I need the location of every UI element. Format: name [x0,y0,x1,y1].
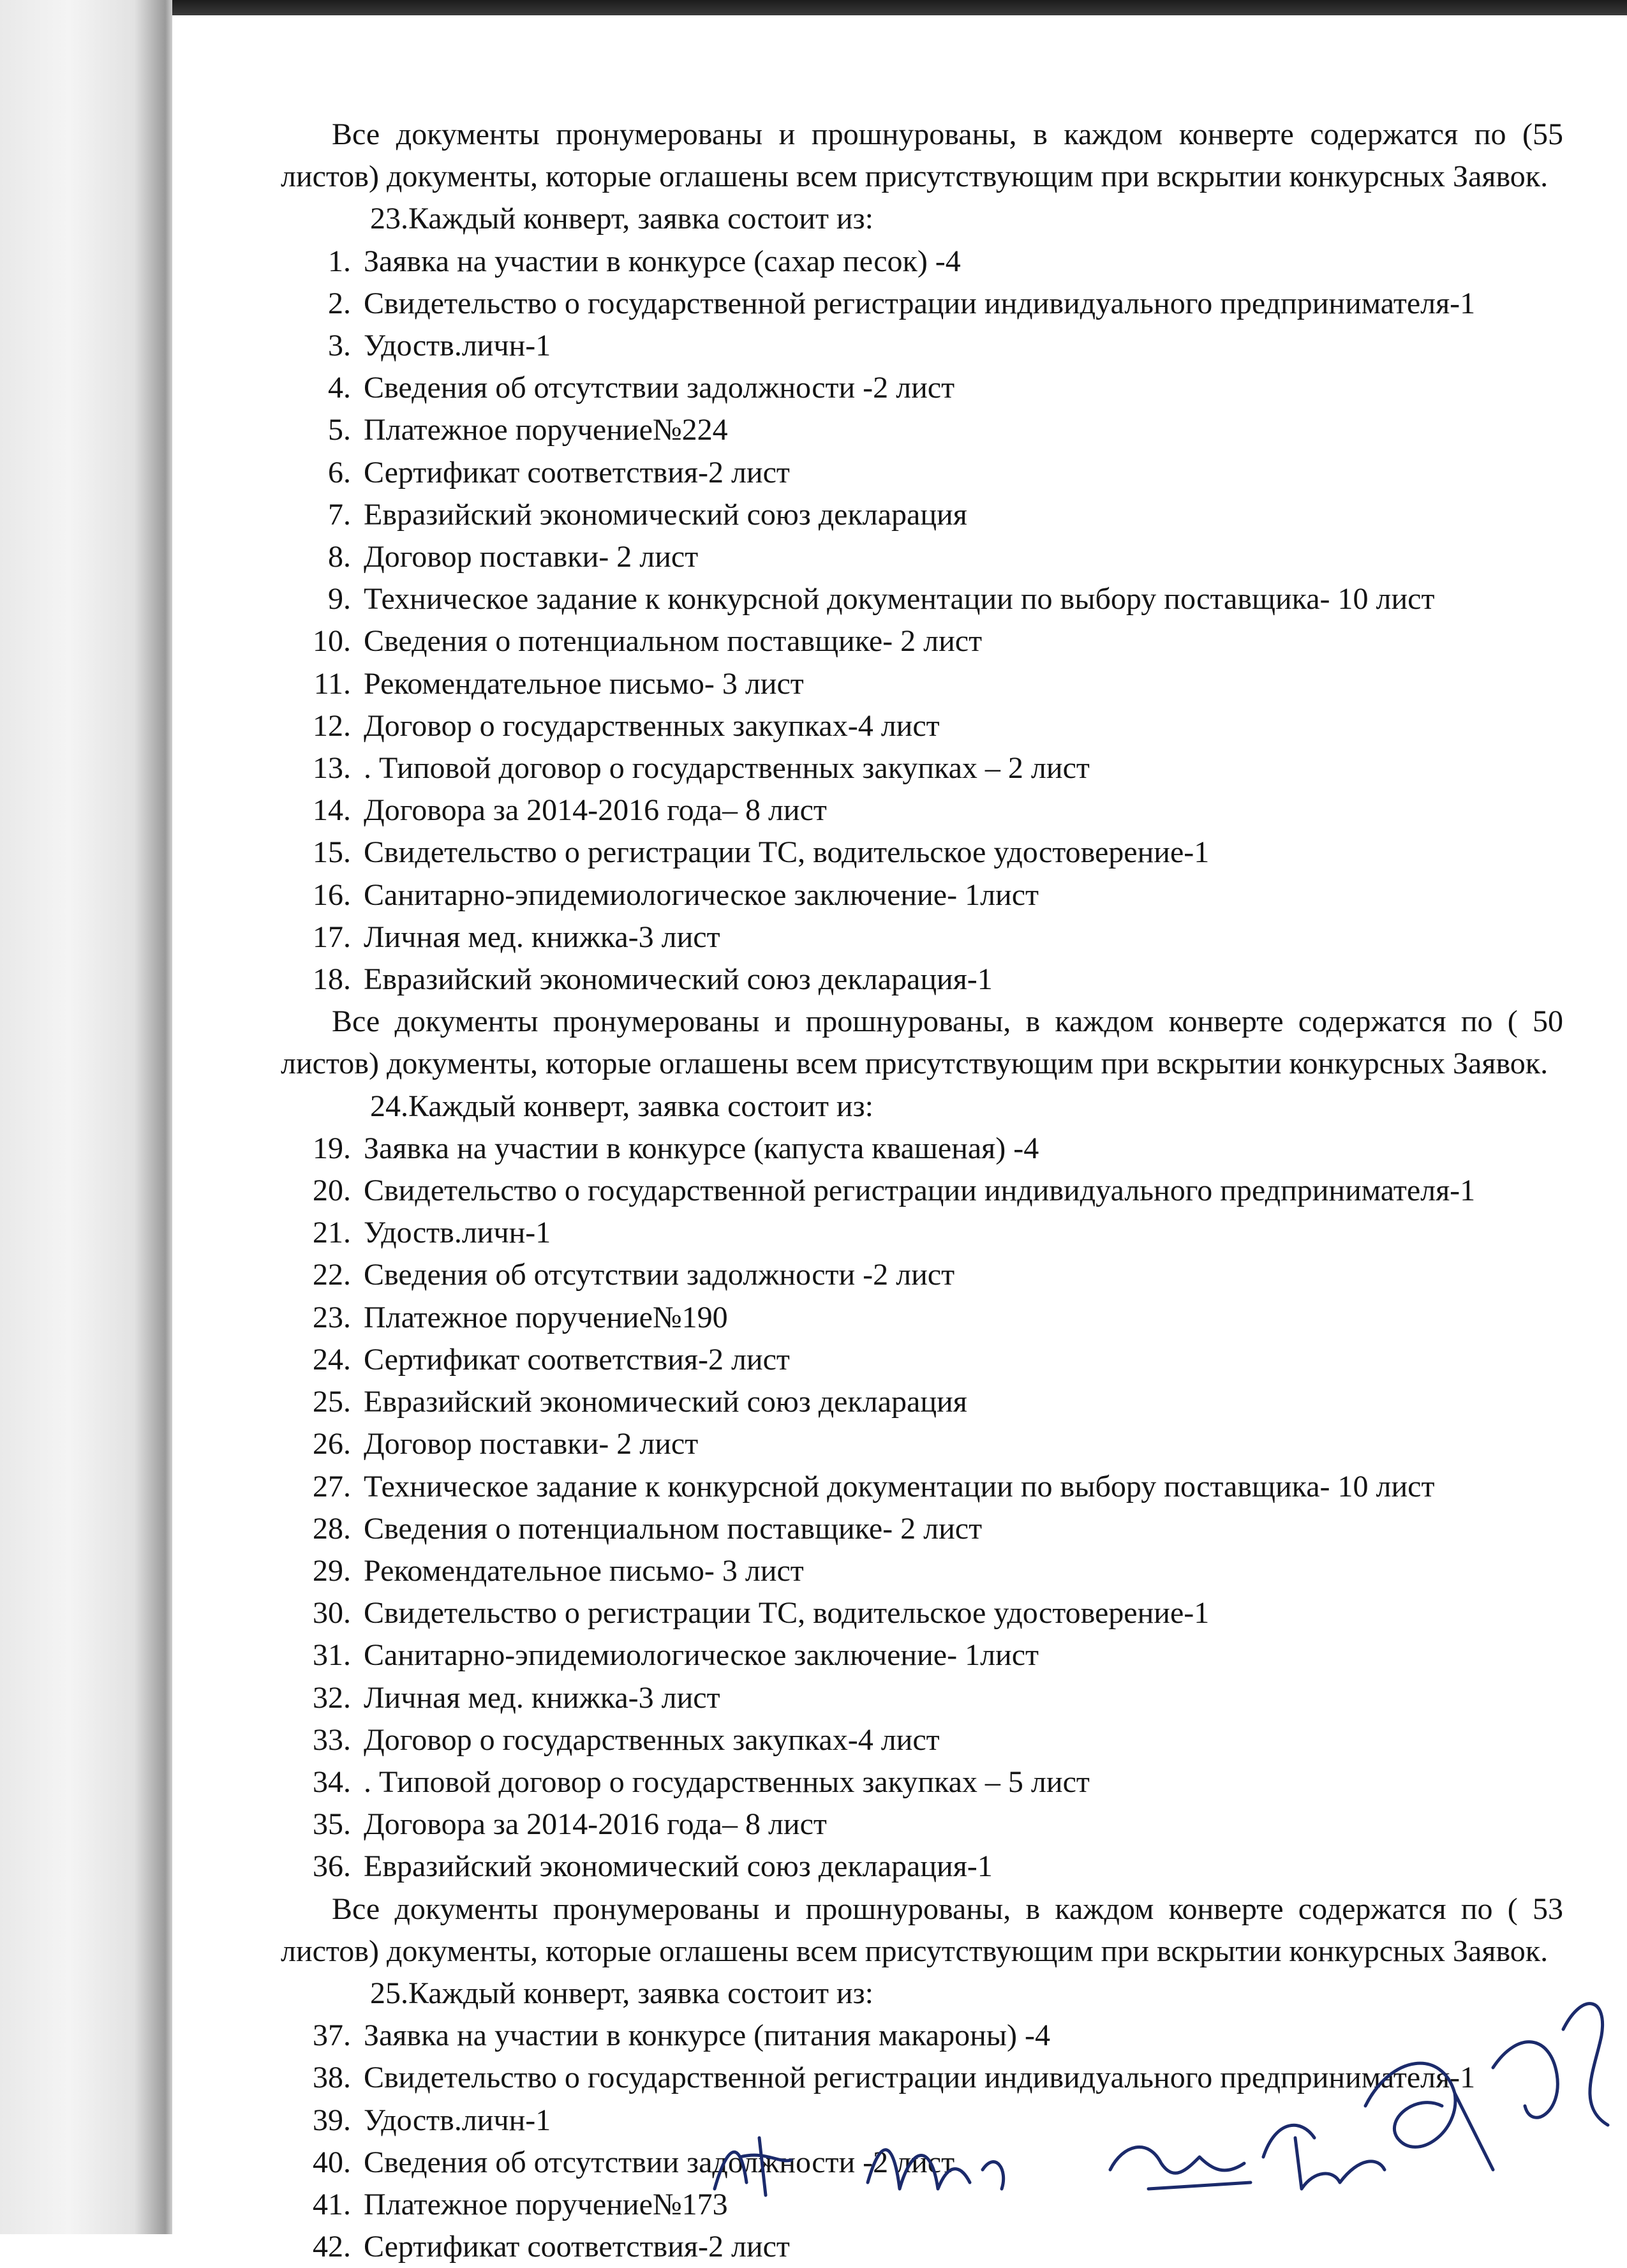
list-item [281,367,1563,409]
list-item [281,1212,1563,1254]
item-number: 38. [313,2061,351,2095]
item-text: Заявка на участии в конкурсе (питания макароны) -4 [364,2018,1050,2053]
item-text: Евразийский экономический союз декларация [364,1385,967,1419]
item-number: 21. [313,1216,351,1250]
item-text: Рекомендательное письмо- 3 лист [364,1553,804,1588]
item-number: 17. [313,920,351,954]
item-number: 2. [328,286,351,320]
item-text: Платежное поручение№224 [364,413,728,447]
list-item [281,1508,1563,1550]
list-item [281,747,1563,789]
item-number: 24. [313,1342,351,1376]
item-text: Сведения о потенциальном поставщике- 2 лист [364,1511,983,1546]
list-item [281,325,1563,367]
item-text: Свидетельство о государственной регистрации индивидуального предпринимателя-1 [364,1174,1476,1208]
item-text: Евразийский экономический союз декларация-1 [364,962,993,997]
document-body [281,114,1563,2268]
item-number: 16. [313,877,351,912]
item-number: 22. [313,1258,351,1292]
item-text: Сертификат соответствия-2 лист [364,1342,790,1376]
item-list [281,1128,1563,1888]
item-number: 41. [313,2187,351,2221]
item-text: Техническое задание к конкурсной документации по выбору поставщика- 10 лист [364,1469,1435,1503]
item-number: 25. [313,1385,351,1419]
item-number: 10. [313,624,351,659]
signature-2 [868,2150,1004,2189]
item-text: Сертификат соответствия-2 лист [364,2230,790,2264]
item-text: Свидетельство о государственной регистрации индивидуального предпринимателя-1 [364,2061,1476,2095]
scanner-edge [0,0,1627,15]
item-text: Евразийский экономический союз декларация [364,497,967,532]
page-binding-shadow [0,0,172,2234]
list-item [281,832,1563,874]
intro-paragraph: Все документы пронумерованы и прошнурованы, в каждом конверте содержатся по (55 листов) документы, которые оглашены всем присутствующим при вскрытии конкурсных Заявок. [281,117,1563,194]
list-item [281,1423,1563,1465]
list-item [281,452,1563,494]
list-item [281,1803,1563,1846]
list-item [281,705,1563,747]
section-heading: 23.Каждый конверт, заявка состоит из: [370,202,873,236]
list-item [281,1128,1563,1170]
item-text: Личная мед. книжка-3 лист [364,1680,720,1715]
signature-3 [1110,2147,1251,2189]
item-number: 1. [328,244,351,278]
list-item [281,663,1563,705]
item-number: 9. [328,582,351,616]
item-text: Платежное поручение№173 [364,2187,728,2221]
list-item [281,1254,1563,1296]
list-item [281,1634,1563,1676]
handwritten-signatures [702,1978,1621,2221]
item-number: 6. [328,455,351,489]
list-item [281,789,1563,832]
item-number: 12. [313,708,351,743]
item-number: 30. [313,1596,351,1630]
list-item [281,1466,1563,1508]
list-item [281,1381,1563,1423]
item-text: Договор поставки- 2 лист [364,540,699,574]
item-number: 8. [328,540,351,574]
list-item [281,494,1563,536]
closing-paragraph: Все документы пронумерованы и прошнурованы, в каждом конверте содержатся по ( 50 листов) документы, которые оглашены всем присутствующим при вскрытии конкурсных Заявок. [281,1004,1563,1081]
list-item [281,1170,1563,1212]
item-text: Заявка на участии в конкурсе (капуста квашеная) -4 [364,1131,1039,1165]
list-item [281,409,1563,451]
item-number: 34. [313,1764,351,1799]
list-item [281,959,1563,1001]
item-text: Договора за 2014-2016 года– 8 лист [364,793,827,828]
item-number: 36. [313,1849,351,1884]
list-item [281,1297,1563,1339]
item-text: Сведения об отсутствии задолжности -2 лист [364,1258,955,1292]
item-number: 23. [313,1300,351,1334]
item-text: Договор поставки- 2 лист [364,1427,699,1461]
item-number: 11. [313,666,351,701]
item-number: 7. [328,497,351,532]
item-number: 29. [313,1553,351,1588]
item-number: 3. [328,329,351,363]
item-number: 28. [313,1511,351,1546]
item-number: 18. [313,962,351,997]
item-text: . Типовой договор о государственных закупках – 2 лист [364,751,1090,786]
closing-paragraph: Все документы пронумерованы и прошнурованы, в каждом конверте содержатся по ( 53 листов) документы, которые оглашены всем присутствующим при вскрытии конкурсных Заявок. [281,1891,1563,1968]
item-text: Рекомендательное письмо- 3 лист [364,666,804,701]
item-text: Свидетельство о регистрации ТС, водительское удостоверение-1 [364,835,1210,870]
item-number: 32. [313,1680,351,1715]
item-number: 42. [313,2230,351,2264]
list-item [281,874,1563,916]
item-text: Свидетельство о регистрации ТС, водительское удостоверение-1 [364,1596,1210,1630]
list-item [281,1719,1563,1761]
item-text: Техническое задание к конкурсной документации по выбору поставщика- 10 лист [364,582,1435,616]
list-item [281,283,1563,325]
section-heading: 25.Каждый конверт, заявка состоит из: [370,1976,873,2010]
item-number: 26. [313,1427,351,1461]
list-item [281,1846,1563,1888]
item-number: 35. [313,1807,351,1842]
item-text: Договор о государственных закупках-4 лист [364,708,940,743]
list-item [281,241,1563,283]
item-text: Личная мед. книжка-3 лист [364,920,720,954]
signature-1 [715,2138,791,2195]
item-text: Евразийский экономический союз декларация-1 [364,1849,993,1884]
item-number: 15. [313,835,351,870]
item-number: 40. [313,2145,351,2179]
item-text: Санитарно-эпидемиологическое заключение- 1лист [364,1638,1039,1673]
item-number: 5. [328,413,351,447]
item-text: Сведения об отсутствии задолжности -2 лист [364,2145,955,2179]
list-item [281,536,1563,578]
item-text: Сертификат соответствия-2 лист [364,455,790,489]
item-text: Свидетельство о государственной регистрации индивидуального предпринимателя-1 [364,286,1476,320]
list-item [281,1677,1563,1719]
item-text: Заявка на участии в конкурсе (сахар песок) -4 [364,244,961,278]
item-number: 31. [313,1638,351,1673]
item-number: 14. [313,793,351,828]
signature-scribbles [702,1978,1621,2221]
item-number: 33. [313,1722,351,1757]
item-number: 19. [313,1131,351,1165]
list-item [281,916,1563,959]
list-item [281,1592,1563,1634]
signature-5 [1365,2063,1493,2170]
item-text: Договора за 2014-2016 года– 8 лист [364,1807,827,1842]
item-number: 13. [313,751,351,786]
list-item [281,1339,1563,1381]
item-number: 37. [313,2018,351,2053]
item-number: 39. [313,2103,351,2137]
item-text: Сведения о потенциальном поставщике- 2 лист [364,624,983,659]
item-number: 20. [313,1174,351,1208]
list-item [281,2226,1563,2268]
item-text: Удоств.личн-1 [364,2103,551,2137]
item-number: 27. [313,1469,351,1503]
section-heading: 24.Каждый конверт, заявка состоит из: [370,1089,873,1123]
list-item [281,578,1563,620]
item-text: Санитарно-эпидемиологическое заключение- 1лист [364,877,1039,912]
signature-4 [1263,2125,1385,2189]
list-item [281,620,1563,662]
item-text: Удоств.личн-1 [364,1216,551,1250]
signature-6 [1493,2004,1608,2125]
item-number: 4. [328,371,351,405]
item-text: . Типовой договор о государственных закупках – 5 лист [364,1764,1090,1799]
list-item [281,1550,1563,1592]
item-text: Платежное поручение№190 [364,1300,728,1334]
item-text: Договор о государственных закупках-4 лист [364,1722,940,1757]
item-text: Удоств.личн-1 [364,329,551,363]
item-text: Сведения об отсутствии задолжности -2 лист [364,371,955,405]
item-list [281,241,1563,1001]
list-item [281,1761,1563,1803]
